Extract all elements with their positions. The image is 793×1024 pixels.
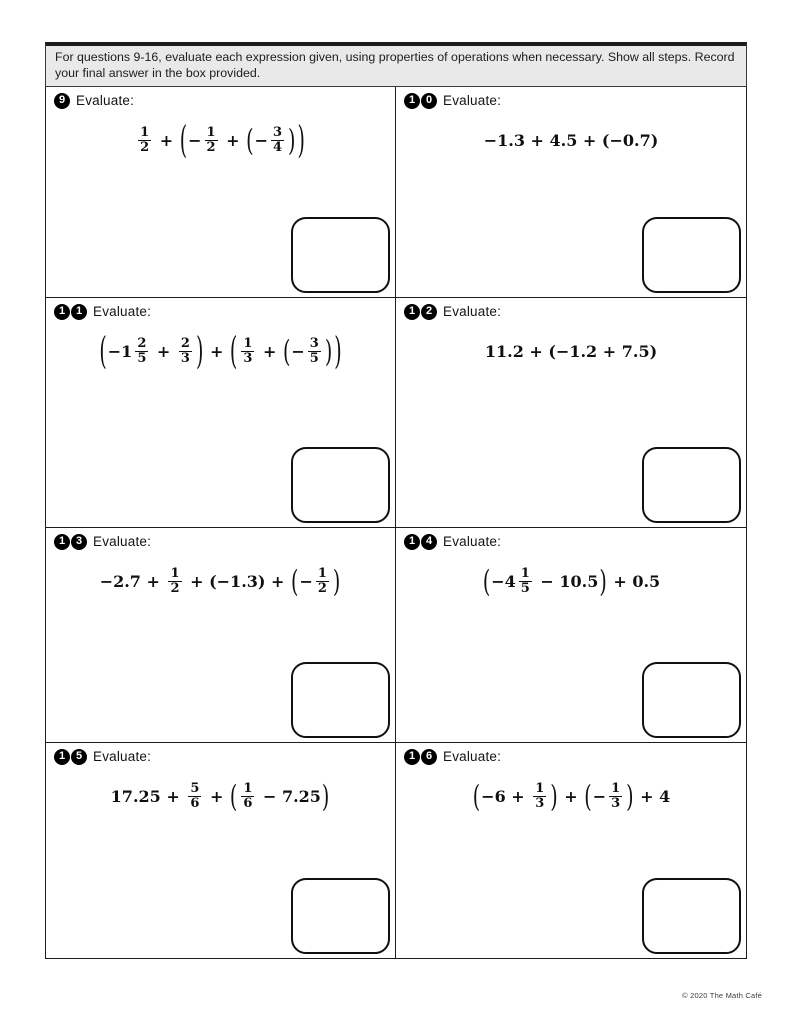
- evaluate-label: Evaluate:: [93, 749, 152, 765]
- math-paren: (: [229, 779, 238, 814]
- problem-cell: [396, 298, 746, 528]
- math-paren: (: [282, 334, 291, 369]
- evaluate-label: Evaluate:: [93, 304, 152, 320]
- math-text: + 0.5: [607, 572, 661, 592]
- problem-digit: 9: [54, 93, 70, 109]
- problem-header: [54, 534, 387, 550]
- problem-header: [54, 304, 387, 320]
- problem-header: [404, 93, 738, 109]
- math-paren: ): [332, 564, 341, 599]
- math-text: −1: [107, 342, 133, 362]
- math-fraction: $\frac{1}{6}$: [243, 780, 253, 812]
- problem-digit: 1: [404, 93, 420, 109]
- math-fraction: $\frac{1}{3}$: [611, 780, 621, 812]
- math-text: +: [204, 787, 229, 807]
- problem-number-badge: [54, 749, 87, 765]
- answer-box[interactable]: [291, 878, 390, 954]
- problem-number-badge: [54, 534, 87, 550]
- math-text: 11.2 + (−1.2 + 7.5): [484, 342, 658, 362]
- problem-digit: 1: [71, 304, 87, 320]
- math-paren: ): [334, 330, 342, 374]
- math-text: + (−1.3) +: [184, 572, 291, 592]
- math-paren: (: [99, 330, 107, 374]
- expression: [54, 328, 387, 376]
- copyright-footer: © 2020 The Math Café: [682, 991, 762, 1000]
- problem-number-badge: [54, 304, 87, 320]
- math-text: +: [220, 131, 246, 151]
- math-text: + 4: [634, 787, 671, 807]
- math-paren: ): [297, 119, 305, 163]
- problem-header: [54, 93, 387, 109]
- answer-box[interactable]: [642, 662, 741, 738]
- math-text: −6 +: [481, 787, 531, 807]
- math-text: −4: [491, 572, 516, 592]
- answer-box[interactable]: [291, 662, 390, 738]
- math-fraction: $\frac{1}{3}$: [535, 780, 545, 812]
- instructions-box: For questions 9-16, evaluate each expression given, using properties of operations when necessary. Show all steps. Record your final answer in the box provided.: [45, 42, 747, 87]
- math-fraction: $\frac{1}{2}$: [206, 124, 216, 156]
- problem-cell: [396, 528, 746, 743]
- math-fraction: $\frac{1}{2}$: [140, 124, 150, 156]
- problem-header: [404, 304, 738, 320]
- problems-grid: [45, 87, 747, 959]
- problem-number-badge: [54, 93, 70, 109]
- math-paren: (: [291, 564, 299, 599]
- expression: [54, 558, 387, 606]
- math-paren: (: [246, 123, 254, 158]
- problem-digit: 1: [404, 749, 420, 765]
- problem-digit: 5: [71, 749, 87, 765]
- problem-digit: 1: [54, 749, 70, 765]
- problem-digit: 1: [404, 304, 420, 320]
- math-fraction: $\frac{3}{5}$: [309, 335, 319, 367]
- problem-cell: [396, 87, 746, 298]
- math-text: −: [291, 342, 305, 362]
- problem-digit: 1: [404, 534, 420, 550]
- math-paren: ): [288, 123, 296, 158]
- answer-box[interactable]: [642, 447, 741, 523]
- math-fraction: $\frac{2}{5}$: [137, 335, 147, 367]
- evaluate-label: Evaluate:: [443, 749, 502, 765]
- math-paren: ): [321, 779, 330, 814]
- math-text: −: [299, 572, 313, 592]
- math-text: +: [558, 787, 584, 807]
- math-fraction: $\frac{3}{4}$: [272, 124, 283, 156]
- math-paren: ): [324, 334, 333, 369]
- expression: [404, 328, 738, 376]
- evaluate-label: Evaluate:: [443, 534, 502, 550]
- math-paren: (: [179, 119, 188, 163]
- answer-box[interactable]: [291, 217, 390, 293]
- math-paren: (: [229, 330, 238, 374]
- expression: [54, 773, 387, 821]
- math-text: − 10.5: [534, 572, 599, 592]
- math-fraction: $\frac{2}{3}$: [180, 335, 190, 367]
- problem-cell: [46, 743, 396, 958]
- problem-digit: 1: [54, 304, 70, 320]
- expression: [404, 117, 738, 165]
- answer-box[interactable]: [642, 217, 741, 293]
- evaluate-label: Evaluate:: [93, 534, 152, 550]
- math-text: −: [592, 787, 607, 807]
- math-text: −2.7 +: [99, 572, 166, 592]
- math-text: +: [257, 342, 282, 362]
- math-paren: ): [599, 564, 607, 599]
- problem-digit: 6: [421, 749, 437, 765]
- expression: [404, 558, 738, 606]
- evaluate-label: Evaluate:: [443, 93, 502, 109]
- math-paren: ): [550, 779, 558, 814]
- problem-cell: [46, 87, 396, 298]
- math-fraction: $\frac{1}{5}$: [520, 565, 530, 597]
- problem-digit: 4: [421, 534, 437, 550]
- math-text: +: [151, 342, 176, 362]
- expression: [54, 117, 387, 165]
- math-paren: (: [472, 779, 481, 814]
- problem-digit: 1: [54, 534, 70, 550]
- math-fraction: $\frac{5}{6}$: [190, 780, 200, 812]
- math-text: 17.25 +: [110, 787, 186, 807]
- evaluate-label: Evaluate:: [443, 304, 502, 320]
- math-text: −: [254, 131, 268, 151]
- math-paren: (: [584, 779, 592, 814]
- math-fraction: $\frac{1}{2}$: [317, 565, 327, 597]
- expression: [404, 773, 738, 821]
- answer-box[interactable]: [642, 878, 741, 954]
- problem-header: [404, 749, 738, 765]
- math-fraction: $\frac{1}{3}$: [243, 335, 253, 367]
- problem-cell: [396, 743, 746, 958]
- math-paren: ): [195, 330, 204, 374]
- problem-cell: [46, 528, 396, 743]
- math-paren: ): [626, 779, 634, 814]
- worksheet-content: [45, 42, 747, 959]
- answer-box[interactable]: [291, 447, 390, 523]
- problem-number-badge: [404, 304, 437, 320]
- problem-header: [404, 534, 738, 550]
- math-paren: (: [482, 564, 491, 599]
- evaluate-label: Evaluate:: [76, 93, 135, 109]
- problem-digit: 3: [71, 534, 87, 550]
- math-text: +: [204, 342, 229, 362]
- problem-header: [54, 749, 387, 765]
- problem-digit: 0: [421, 93, 437, 109]
- problem-number-badge: [404, 534, 437, 550]
- problem-number-badge: [404, 749, 437, 765]
- math-text: −: [188, 131, 202, 151]
- math-text: − 7.25: [257, 787, 321, 807]
- problem-digit: 2: [421, 304, 437, 320]
- problem-number-badge: [404, 93, 437, 109]
- math-fraction: $\frac{1}{2}$: [170, 565, 180, 597]
- problem-cell: [46, 298, 396, 528]
- math-text: +: [154, 131, 179, 151]
- math-text: −1.3 + 4.5 + (−0.7): [483, 131, 659, 151]
